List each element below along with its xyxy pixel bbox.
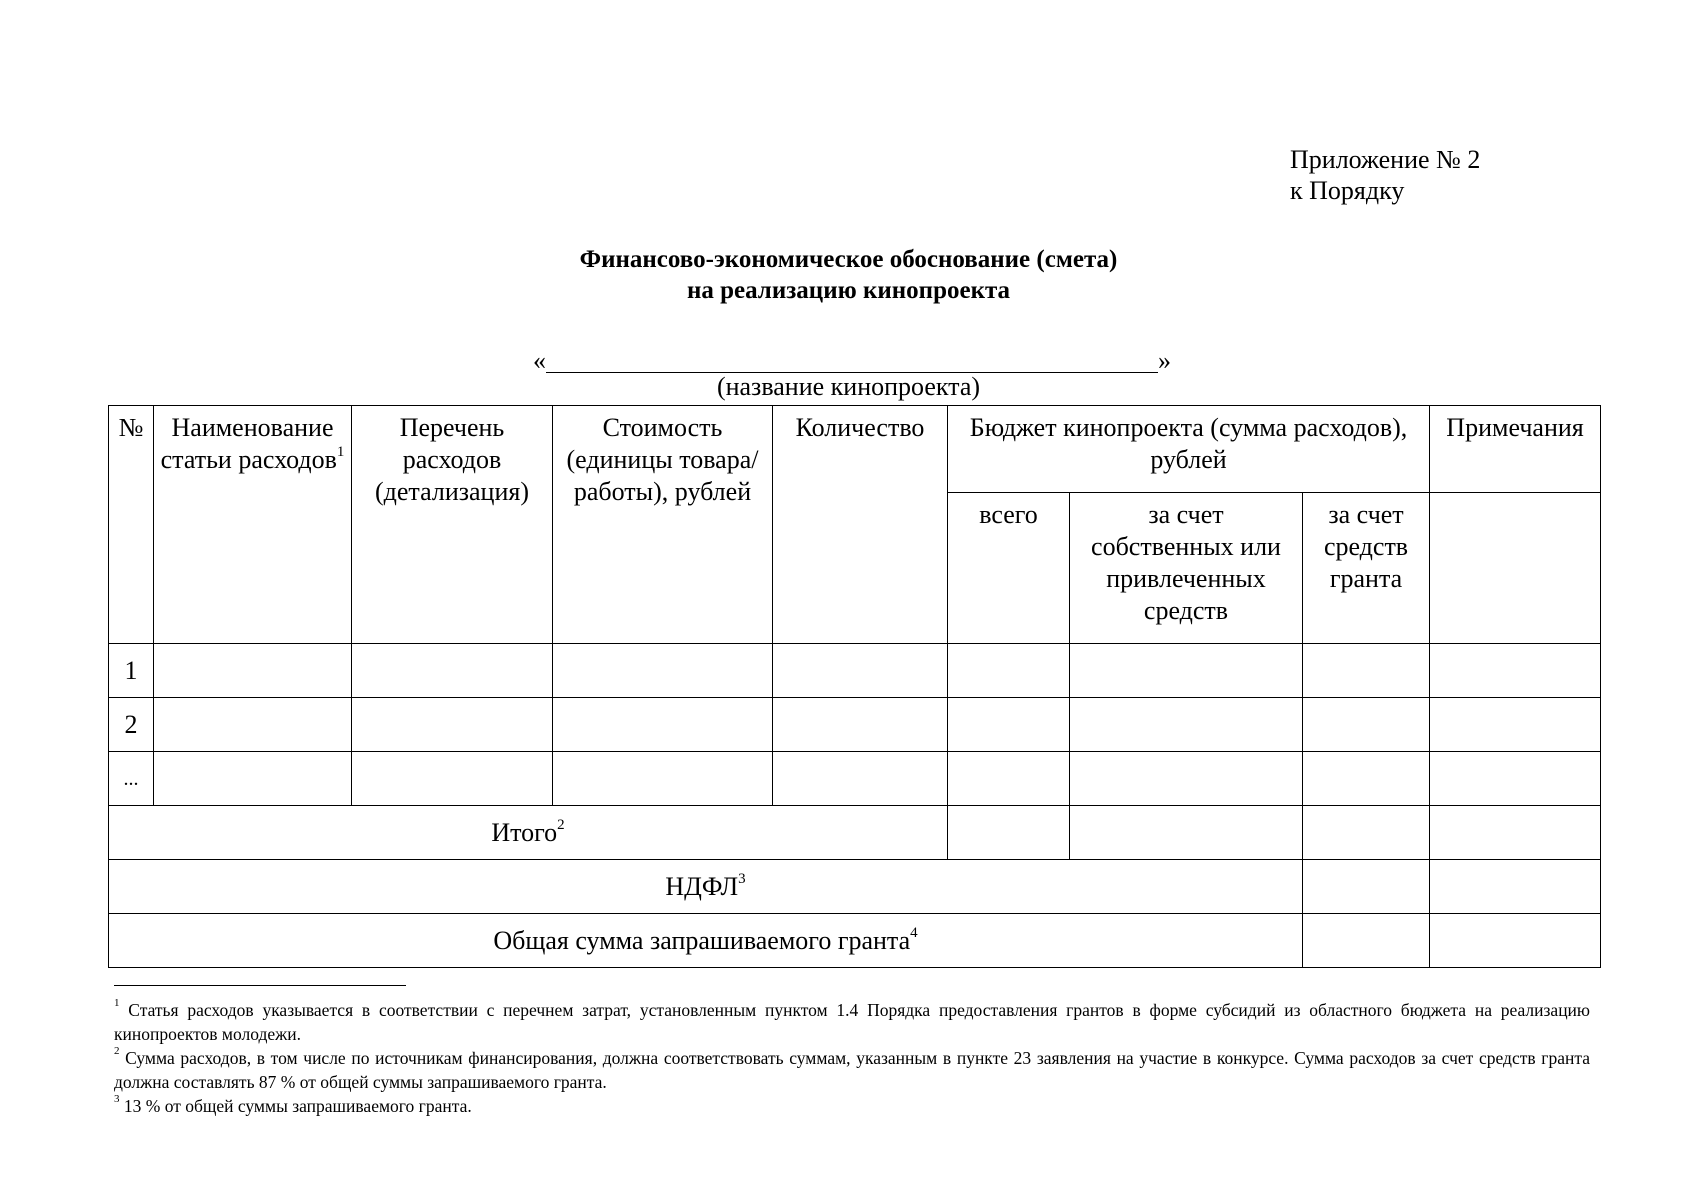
cell	[154, 698, 352, 752]
cell	[553, 752, 773, 806]
tax-row	[109, 860, 1601, 914]
footnote-separator	[114, 985, 406, 986]
header-item-name	[154, 406, 352, 644]
cell	[553, 644, 773, 698]
footnote-1-text: Статья расходов указывается в соответствии с перечнем затрат, установленным пунктом 1.4 Порядка предоставления грантов в форме субсидий из областного бюджета на реализацию кинопроектов молодежи.	[114, 1000, 1590, 1044]
cell	[1303, 698, 1430, 752]
cell	[553, 698, 773, 752]
cell	[1303, 752, 1430, 806]
project-name-caption: (название кинопроекта)	[716, 372, 981, 401]
appendix-heading	[1290, 144, 1480, 206]
cell	[1430, 644, 1601, 698]
header-number: №	[109, 406, 154, 644]
cell	[154, 752, 352, 806]
footnotes	[114, 998, 1590, 1118]
footnote-3-text: 13 % от общей суммы запрашиваемого гранта.	[119, 1096, 472, 1116]
grant-total-label: Общая сумма запрашиваемого гранта	[493, 925, 911, 955]
total-row	[109, 806, 1601, 860]
footnote-1	[114, 998, 1590, 1046]
cell	[773, 752, 948, 806]
project-name-blank	[546, 346, 1158, 373]
close-quote: »	[1158, 346, 1171, 375]
header-item-name-text: Наименование статьи расходов	[160, 413, 337, 474]
total-label-cell	[109, 806, 948, 860]
row-number: 2	[109, 698, 154, 752]
cell	[1303, 914, 1430, 968]
cell	[1430, 806, 1601, 860]
row-number: ...	[109, 752, 154, 806]
cell	[948, 698, 1070, 752]
total-label: Итого	[491, 817, 558, 847]
footnote-ref-4: 4	[910, 924, 918, 941]
footnote-mark-3: 3	[114, 1093, 120, 1106]
cell	[948, 644, 1070, 698]
appendix-number: Приложение № 2	[1290, 145, 1481, 174]
header-own-funds: за счет собственных или привлеченных средств	[1070, 493, 1303, 644]
table-header-row	[109, 406, 1601, 493]
footnote-ref-2: 2	[557, 816, 565, 833]
appendix-reference: к Порядку	[1290, 176, 1405, 205]
cell	[948, 806, 1070, 860]
header-grant-funds: за счет средств гранта	[1303, 493, 1430, 644]
header-expense-list: Перечень расходов (детализация)	[352, 406, 553, 644]
cell	[773, 698, 948, 752]
grant-total-label-cell	[109, 914, 1303, 968]
document-title-line-1: Финансово-экономическое обоснование (смета)	[579, 246, 1118, 273]
table-row	[109, 752, 1601, 806]
footnote-mark-1: 1	[114, 997, 120, 1010]
tax-label-cell	[109, 860, 1303, 914]
header-total: всего	[948, 493, 1070, 644]
footnote-2-text: Сумма расходов, в том числе по источникам финансирования, должна соответствовать суммам, указанным в пункте 23 заявления на участие в конкурсе. Сумма расходов за счет средств гранта должна составлять 87 % от общей суммы запрашиваемого гранта.	[114, 1048, 1590, 1092]
cell	[352, 644, 553, 698]
cell	[154, 644, 352, 698]
footnote-mark-2: 2	[114, 1045, 120, 1058]
cell	[1430, 698, 1601, 752]
cell	[352, 752, 553, 806]
budget-table	[108, 405, 1601, 968]
row-number: 1	[109, 644, 154, 698]
document-title	[0, 244, 1697, 306]
cell	[1070, 698, 1303, 752]
header-notes-blank	[1430, 493, 1601, 644]
grant-total-row	[109, 914, 1601, 968]
header-notes: Примечания	[1430, 406, 1601, 493]
header-budget: Бюджет кинопроекта (сумма расходов), рублей	[948, 406, 1430, 493]
table-row	[109, 698, 1601, 752]
cell	[1070, 644, 1303, 698]
project-name-field	[533, 342, 1171, 376]
cell	[773, 644, 948, 698]
footnote-ref-1: 1	[336, 444, 345, 461]
tax-label: НДФЛ	[665, 871, 739, 901]
cell	[1430, 914, 1601, 968]
cell	[1430, 860, 1601, 914]
open-quote: «	[533, 346, 546, 375]
cell	[1303, 860, 1430, 914]
cell	[1303, 806, 1430, 860]
cell	[1070, 806, 1303, 860]
header-quantity: Количество	[773, 406, 948, 644]
footnote-2	[114, 1046, 1590, 1094]
cell	[1070, 752, 1303, 806]
cell	[1430, 752, 1601, 806]
cell	[1303, 644, 1430, 698]
document-title-line-2: на реализацию кинопроекта	[686, 277, 1011, 304]
header-unit-cost: Стоимость (единицы товара/работы), рублей	[553, 406, 773, 644]
cell	[948, 752, 1070, 806]
footnote-3	[114, 1094, 1590, 1118]
footnote-ref-3: 3	[738, 870, 746, 887]
cell	[352, 698, 553, 752]
table-row	[109, 644, 1601, 698]
